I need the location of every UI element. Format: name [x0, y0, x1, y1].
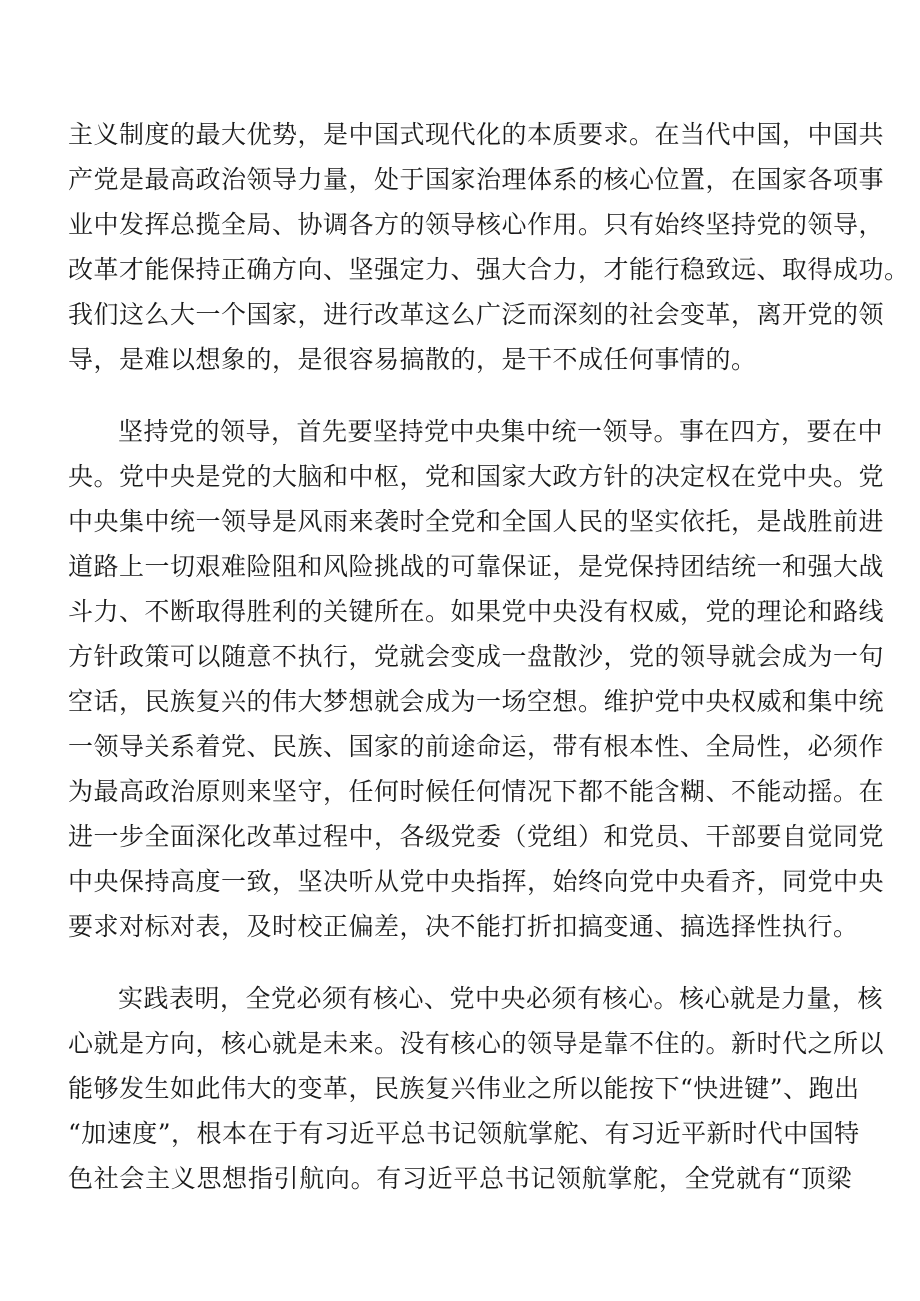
paragraph-line: 空话，民族复兴的伟大梦想就会成为一场空想。维护党中央权威和集中统	[68, 687, 885, 716]
paragraph-line: 进一步全面深化改革过程中，各级党委（党组）和党员、干部要自觉同党	[68, 822, 885, 851]
paragraph-line: 方针政策可以随意不执行，党就会变成一盘散沙，党的领导就会成为一句	[68, 642, 885, 671]
paragraph-line: 我们这么大一个国家，进行改革这么广泛而深刻的社会变革，离开党的领	[68, 300, 885, 329]
document-body	[68, 112, 910, 1201]
paragraph-line: 色社会主义思想指引航向。有习近平总书记领航掌舵，全党就有“顶梁	[68, 1164, 852, 1193]
paragraph-line: 央。党中央是党的大脑和中枢，党和国家大政方针的决定权在党中央。党	[68, 462, 885, 491]
paragraph-line: 坚持党的领导，首先要坚持党中央集中统一领导。事在四方，要在中	[118, 417, 884, 446]
paragraph-line: 产党是最高政治领导力量，处于国家治理体系的核心位置，在国家各项事	[68, 165, 885, 194]
paragraph-line: 主义制度的最大优势，是中国式现代化的本质要求。在当代中国，中国共	[68, 120, 885, 149]
paragraph-line: 中央保持高度一致，坚决听从党中央指挥，始终向党中央看齐，同党中央	[68, 867, 885, 896]
paragraph-line: 能够发生如此伟大的变革，民族复兴伟业之所以能按下“快进键”、跑出	[68, 1074, 860, 1103]
paragraph-2	[68, 409, 885, 949]
paragraph-spacer	[68, 382, 852, 409]
paragraph-line: 要求对标对表，及时校正偏差，决不能打折扣搞变通、搞选择性执行。	[68, 912, 859, 941]
paragraph-line: 中央集中统一领导是风雨来袭时全党和全国人民的坚实依托，是战胜前进	[68, 507, 885, 536]
paragraph-line: 为最高政治原则来坚守，任何时候任何情况下都不能含糊、不能动摇。在	[68, 777, 885, 806]
paragraph-line: 心就是方向，核心就是未来。没有核心的领导是靠不住的。新时代之所以	[68, 1029, 885, 1058]
paragraph-line: 导，是难以想象的，是很容易搞散的，是干不成任何事情的。	[68, 345, 757, 374]
paragraph-line: 改革才能保持正确方向、坚强定力、强大合力，才能行稳致远、取得成功。	[68, 255, 910, 284]
paragraph-line: 业中发挥总揽全局、协调各方的领导核心作用。只有始终坚持党的领导，	[68, 210, 885, 239]
paragraph-line: 实践表明，全党必须有核心、党中央必须有核心。核心就是力量，核	[118, 984, 884, 1013]
paragraph-line: “加速度”，根本在于有习近平总书记领航掌舵、有习近平新时代中国特	[68, 1119, 860, 1148]
paragraph-1	[68, 112, 910, 382]
paragraph-spacer	[68, 949, 852, 976]
paragraph-line: 一领导关系着党、民族、国家的前途命运，带有根本性、全局性，必须作	[68, 732, 885, 761]
paragraph-line: 道路上一切艰难险阻和风险挑战的可靠保证，是党保持团结统一和强大战	[68, 552, 885, 581]
paragraph-3	[68, 976, 885, 1201]
paragraph-line: 斗力、不断取得胜利的关键所在。如果党中央没有权威，党的理论和路线	[68, 597, 885, 626]
